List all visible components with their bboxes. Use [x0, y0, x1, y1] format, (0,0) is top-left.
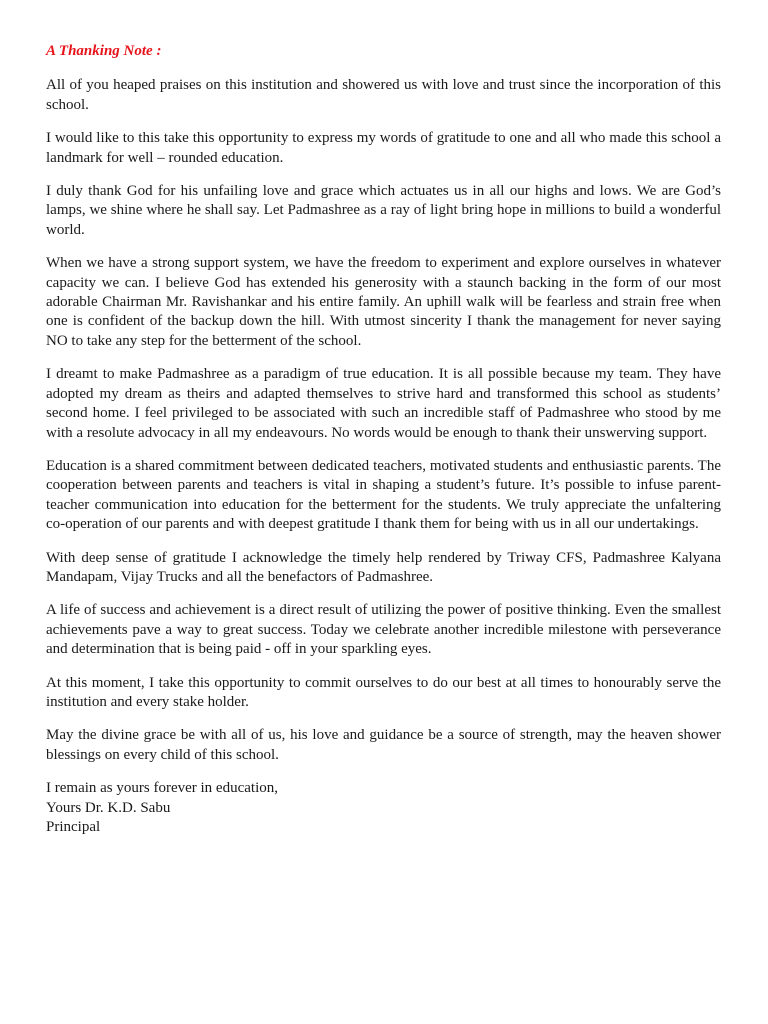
letter-closing: [46, 779, 721, 837]
paragraph-blessing: May the divine grace be with all of us, his love and guidance be a source of strength, may the heaven shower blessings on every child of this school.: [46, 727, 721, 763]
paragraph-team: I dreamt to make Padmashree as a paradigm of true education. It is all possible because my team. They have adopted my dream as theirs and adapted themselves to strive hard and transformed this school as students’ second home. I feel privileged to be associated with such an incredible staff of Padmashree who stood by me with a resolute advocacy in all my endeavours. No words would be enough to thank their unswerving support.: [46, 366, 721, 441]
paragraph-intro: All of you heaped praises on this institution and showered us with love and trust since the incorporation of this school.: [46, 77, 721, 113]
letter-page: [46, 42, 721, 837]
paragraph-education-commitment: Education is a shared commitment between dedicated teachers, motivated students and enthusiastic parents. The cooperation between parents and teachers is vital in shaping a student’s future. It’s possible to infuse parent-teacher communication into education for the betterment for the students. We truly appreciate the unfaltering co-operation of our parents and with deepest gratitude I thank them for being with us in all our undertakings.: [46, 457, 721, 533]
signature-name: Yours Dr. K.D. Sabu: [46, 799, 171, 816]
paragraph-commitment: At this moment, I take this opportunity to commit ourselves to do our best at all times to honourably serve the institution and every stake holder.: [46, 674, 721, 710]
paragraph-gratitude: I would like to this take this opportunity to express my words of gratitude to one and all who made this school a landmark for well – rounded education.: [46, 130, 721, 166]
paragraph-benefactors: With deep sense of gratitude I acknowledge the timely help rendered by Triway CFS, Padmashree Kalyana Mandapam, Vijay Trucks and all the benefactors of Padmashree.: [46, 549, 721, 585]
paragraph-success: A life of success and achievement is a direct result of utilizing the power of positive thinking. Even the smallest achievements pave a way to great success. Today we celebrate another incredible milestone with perseverance and determination that is being paid - off in your sparkling eyes.: [46, 602, 721, 658]
paragraph-support-system: When we have a strong support system, we have the freedom to experiment and explore ourselves in whatever capacity we can. I believe God has extended his generosity with a staunch backing in the form of our most adorable Chairman Mr. Ravishankar and his entire family. An uphill walk will be fearless and strain free when one is confident of the backup down the hill. With utmost sincerity I thank the management for never saying NO to take any step for the betterment of the school.: [46, 255, 721, 349]
signature-title: Principal: [46, 819, 101, 835]
letter-heading: A Thanking Note :: [46, 43, 162, 59]
closing-remark: I remain as yours forever in education,: [46, 780, 278, 797]
paragraph-thank-god: I duly thank God for his unfailing love and grace which actuates us in all our highs and lows. We are God’s lamps, we shine where he shall say. Let Padmashree as a ray of light bring hope in millions to build a wonderful world.: [46, 183, 721, 238]
